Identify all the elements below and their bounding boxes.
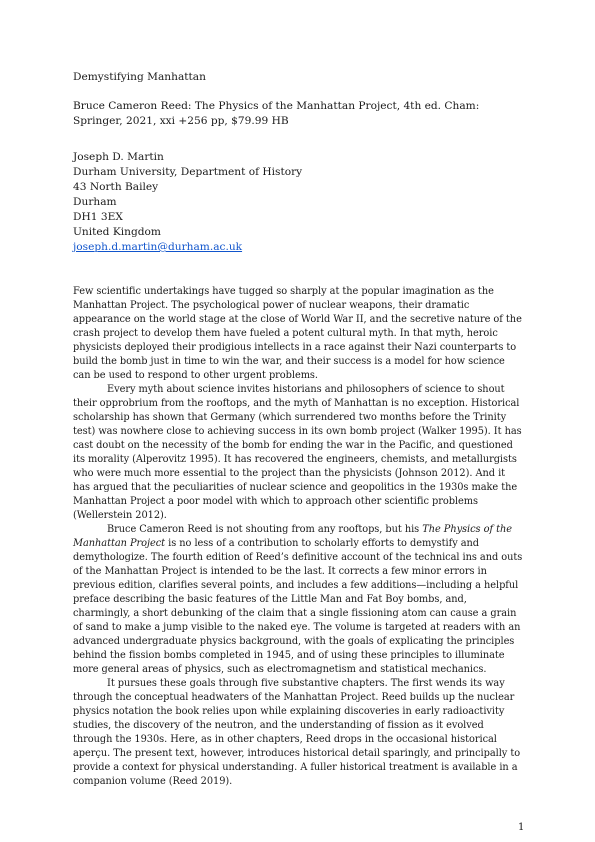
document-page	[73, 70, 523, 789]
address-postcode: DH1 3EX	[73, 211, 123, 223]
paragraph-2: Every myth about science invites historians and philosophers of science to shout their opprobrium from the rooftops, and the myth of Manhattan is no exception. Historical scholarship has shown that Germany (which surrendered two months before the Trinity test) was nowhere close to achieving success in its own bomb project (Walker 1995). It has cast doubt on the necessity of the bomb for ending the war in the Pacific, and questioned its morality (Alperovitz 1995). It has recovered the engineers, chemists, and metallurgists who were much more essential to the project than the physicists (Johnson 2012). And it has argued that the peculiarities of nuclear science and geopolitics in the 1930s make the Manhattan Project a poor model with which to approach other scientific problems (Wellerstein 2012).	[73, 384, 522, 521]
page-number: 1	[518, 822, 525, 833]
author-name: Joseph D. Martin	[73, 151, 164, 163]
book-title-italic: The Physics of the Manhattan Project	[73, 524, 512, 549]
review-body	[73, 285, 523, 789]
paragraph-3-rest: is no less of a contribution to scholarly efforts to demystify and demythologize. The fourth edition of Reed’s definitive account of the technical ins and outs of the Manhattan Project is intended to be the last. It corrects a few minor errors in previous edition, clarifies several points, and includes a few additions—including a helpful preface describing the basic features of the Little Man and Fat Boy bombs, and, charmingly, a short debunking of the claim that a single fissioning atom can cause a grain of sand to make a jump visible to the naked eye. The volume is targeted at readers with an advanced undergraduate physics background, with the goals of explicating the principles behind the fission bombs completed in 1945, and of using these principles to illuminate more general areas of physics, such as electromagnetism and statistical mechanics.	[73, 538, 523, 675]
paragraph-3-lead: Bruce Cameron Reed is not shouting from any rooftops, but his	[107, 524, 423, 535]
address-country: United Kingdom	[73, 226, 161, 238]
address-street: 43 North Bailey	[73, 181, 159, 193]
address-city: Durham	[73, 196, 117, 208]
author-address	[73, 150, 523, 255]
paragraph-1: Few scientific undertakings have tugged so sharply at the popular imagination as the Manhattan Project. The psychological power of nuclear weapons, their dramatic appearance on the world stage at the close of World War II, and the secretive nature of the crash project to develop them have fueled a potent cultural myth. In that myth, heroic physicists deployed their prodigious intellects in a race against their Nazi counterparts to build the bomb just in time to win the war, and their success is a model for how science can be used to respond to other urgent problems.	[73, 286, 522, 381]
author-affiliation: Durham University, Department of History	[73, 166, 303, 178]
paragraph-3	[73, 523, 523, 677]
paragraph-4: It pursues these goals through five substantive chapters. The first wends its way through the conceptual headwaters of the Manhattan Project. Reed builds up the nuclear physics notation the book relies upon while explaining discoveries in early radioactivity studies, the discovery of the neutron, and the understanding of fission as it evolved through the 1930s. Here, as in other chapters, Reed drops in the occasional historical aperçu. The present text, however, introduces historical detail sparingly, and principally to provide a context for physical understanding. A fuller historical treatment is available in a companion volume (Reed 2019).	[73, 678, 521, 787]
review-title: Demystifying Manhattan	[73, 71, 206, 83]
author-email-link[interactable]: joseph.d.martin@durham.ac.uk	[73, 241, 243, 253]
book-citation: Bruce Cameron Reed: The Physics of the Manhattan Project, 4th ed. Cham: Springer, 2021, xxi +256 pp, $79.99 HB	[73, 100, 480, 127]
